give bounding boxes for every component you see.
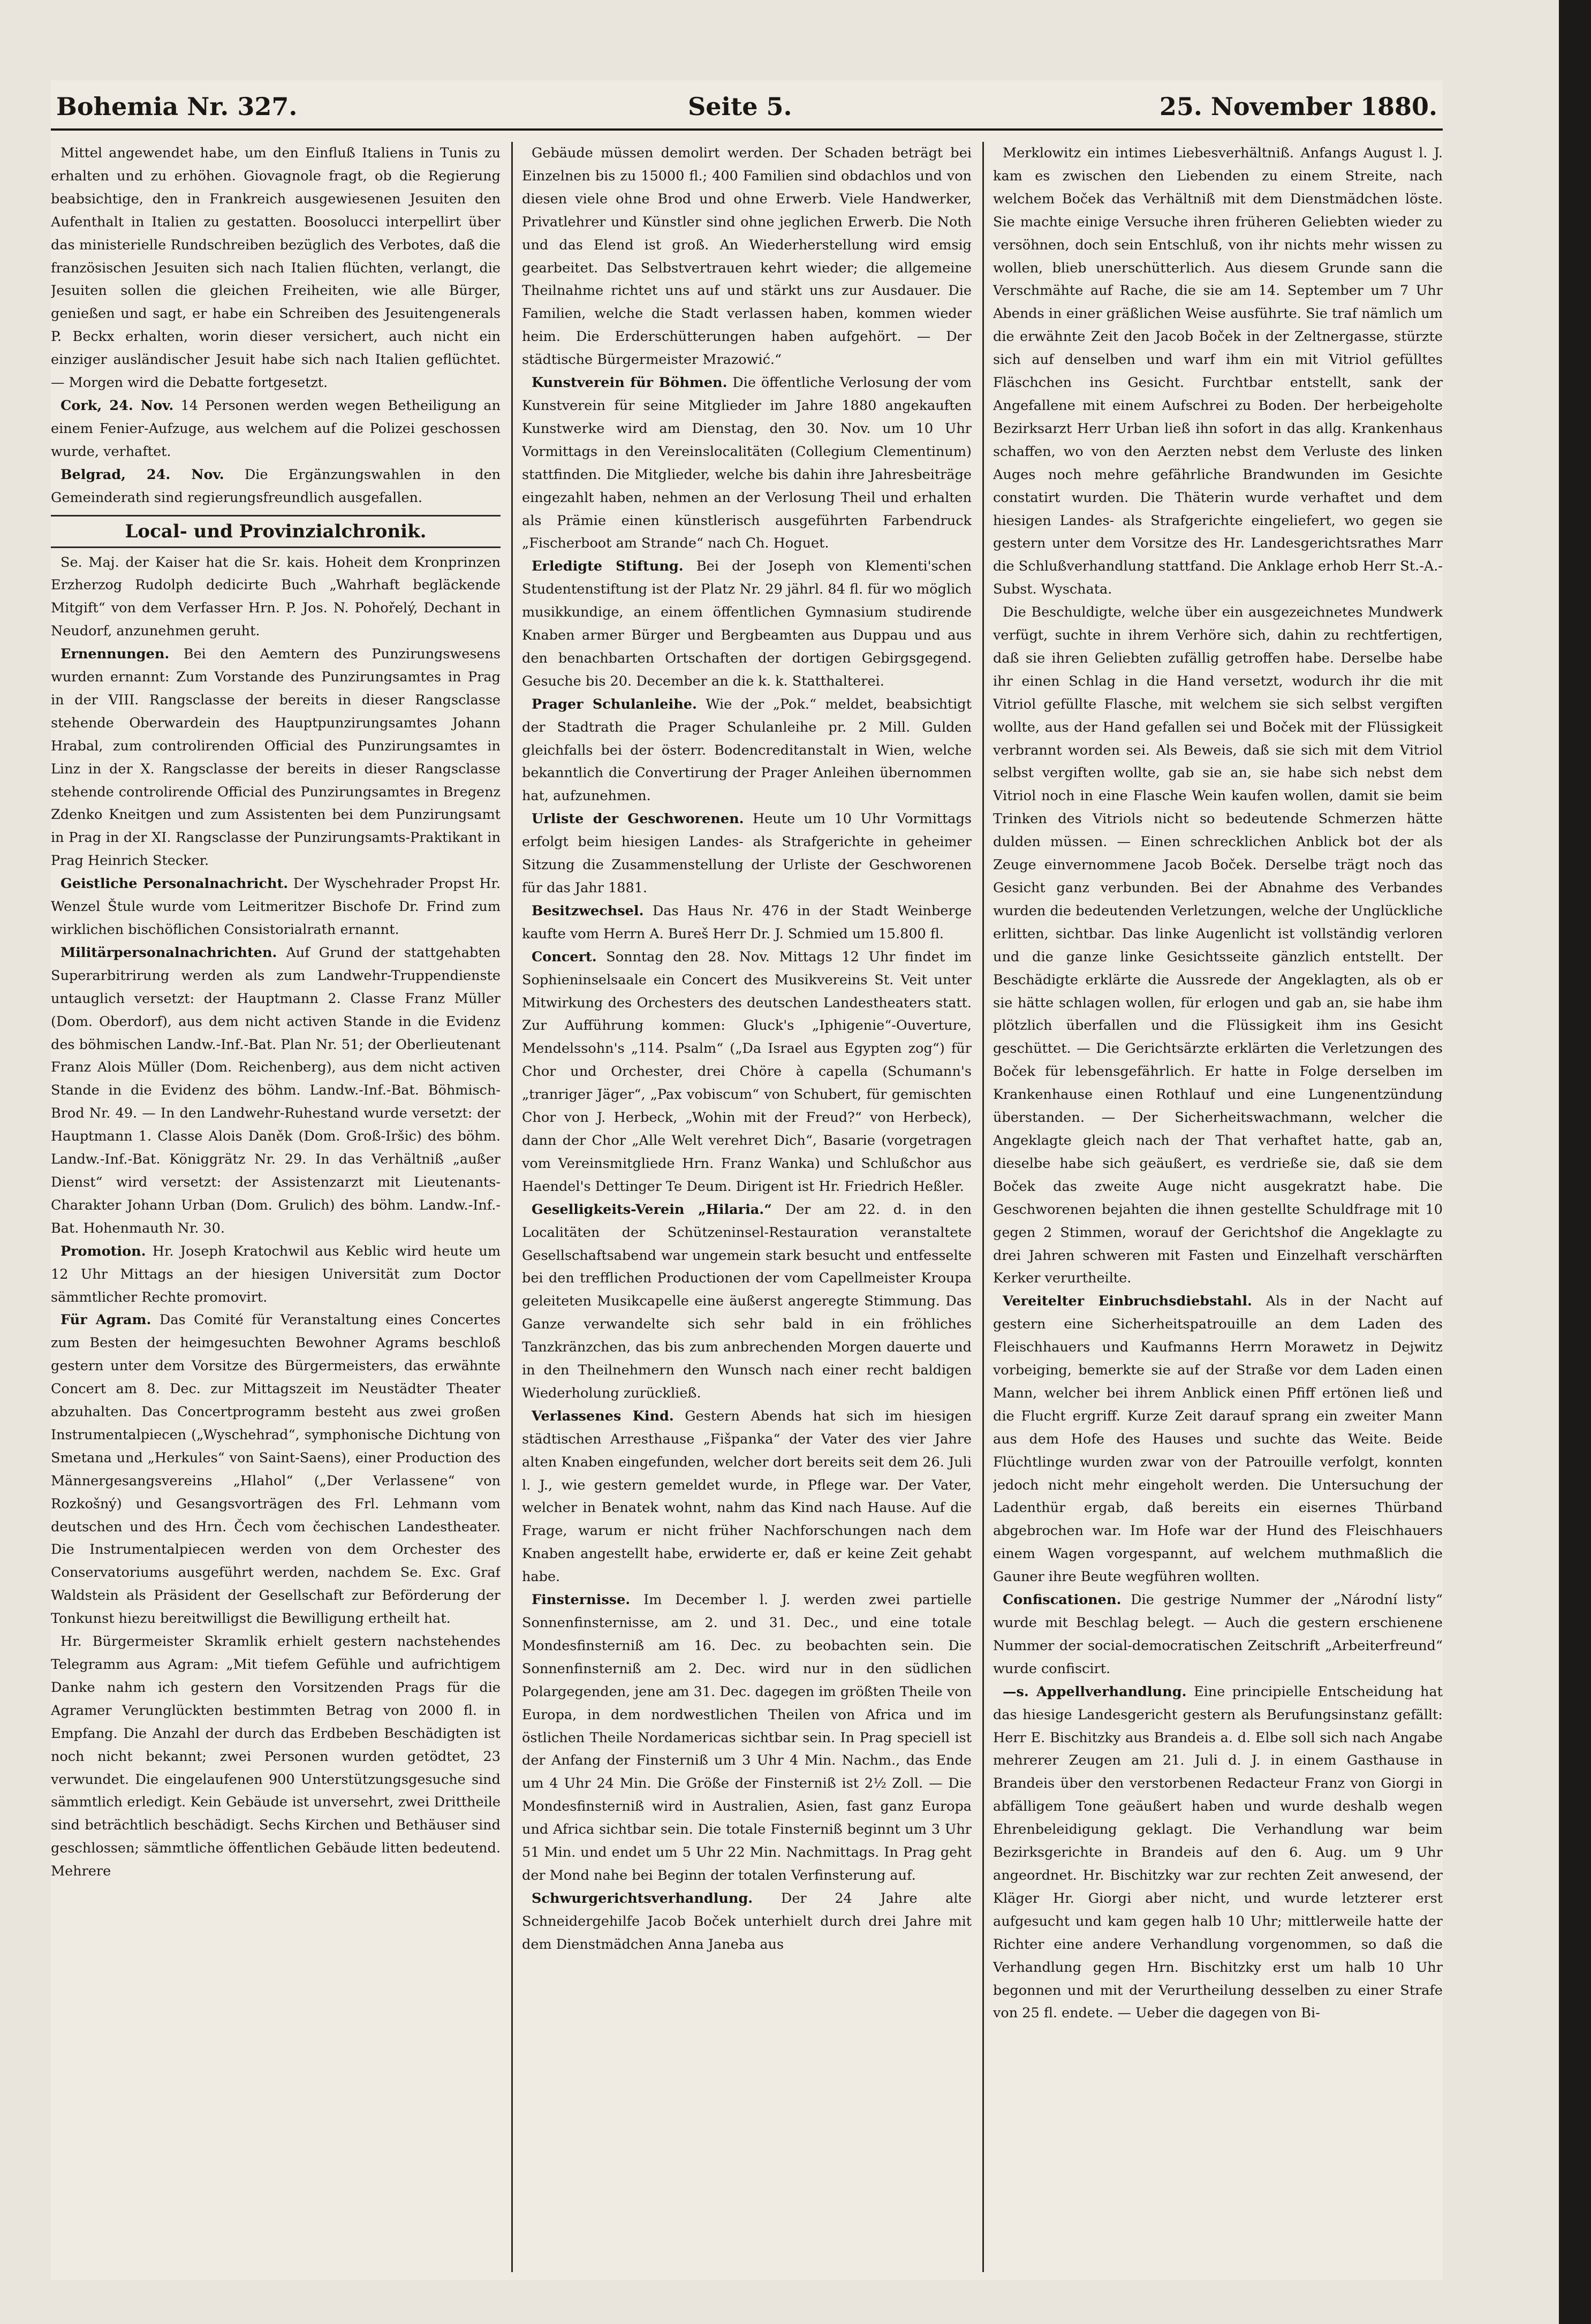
item-heading: Verlassenes Kind. (532, 1408, 674, 1424)
article-paragraph (51, 464, 501, 510)
paragraph-text: Wie der „Pok.“ meldet, beabsichtigt der Stadtrath die Prager Schulanleihe pr. 2 Mill. Gulden gleichfalls bei der österr. Bodencreditanstalt in Wien, welche bekanntlich die Convertirung der Prager Anleihen übernommen hat, aufzunehmen. (522, 696, 972, 804)
article-paragraph: Gebäude müssen demolirt werden. Der Schaden beträgt bei Einzelnen bis zu 15000 fl.; 400 Familien sind obdachlos und von diesen viele ohne Brod und ohne Erwerb. Viele Handwerker, Privatlehrer und Künstler sind ohne jeglichen Erwerb. Die Noth und das Elend ist groß. An Wiederherstellung wird emsig gearbeitet. Das Selbstvertrauen kehrt wieder; die allgemeine Theilnahme richtet uns auf und stärkt uns zur Ausdauer. Die Familien, welche die Stadt verlassen haben, kommen wieder heim. Die Erderschütterungen haben aufgehört. — Der städtische Bürgermeister Mrazowić.“ (522, 145, 972, 368)
item-heading: Erledigte Stiftung. (532, 558, 684, 575)
article-paragraph (51, 1309, 501, 1630)
item-heading: Urliste der Geschworenen. (532, 811, 744, 827)
article-paragraph (993, 1290, 1443, 1589)
paragraph-text: Gestern Abends hat sich im hiesigen städtischen Arresthause „Fišpanka“ der Vater des vier Jahre alten Knaben eingefunden, welcher dort bereits seit dem 26. Juli l. J., wie gestern gemeldet wurde, in Pflege war. Der Vater, welcher in Benatek wohnt, nahm das Kind nach Hause. Auf die Frage, warum er nicht früher Nachforschungen nach dem Knaben angestellt habe, erwiderte er, daß er keine Zeit gehabt habe. (522, 1408, 972, 1585)
article-paragraph (522, 1198, 972, 1405)
paragraph-text: 14 Personen werden wegen Betheiligung an einem Fenier-Aufzuge, aus welchem auf die Polizei geschossen wurde, verhaftet. (51, 397, 501, 460)
item-heading: Promotion. (60, 1243, 146, 1259)
paragraph-text: Sonntag den 28. Nov. Mittags 12 Uhr findet im Sophieninselsaale ein Concert des Musikvereins St. Veit unter Mitwirkung des Orchesters des deutschen Landestheaters statt. Zur Aufführung kommen: Gluck's „Iphigenie“-Ouverture, Mendelssohn's „114. Psalm“ („Da Israel aus Egypten zog“) für Chor und Orchester, drei Chöre à capella (Schumann's „tranriger Jäger“, „Pax vobiscum“ von Schubert, für gemischten Chor von J. Herbeck, „Wohin mit der Freud?“ von Herbeck), dann der Chor „Alle Welt verehret Dich“, Basarie (vorgetragen vom Vereinsmitgliede Hrn. Franz Wanka) und Schlußchor aus Haendel's Dettinger Te Deum. Dirigent ist Hr. Friedrich Heßler. (522, 948, 972, 1195)
newspaper-page (51, 80, 1443, 2280)
item-heading: Für Agram. (60, 1312, 151, 1328)
paragraph-text: Das Haus Nr. 476 in der Stadt Weinberge kaufte vom Herrn A. Bureš Herr Dr. J. Schmied um 15.800 fl. (522, 902, 972, 942)
paragraph-text: Eine principielle Entscheidung hat das hiesige Landesgericht gestern als Berufungsinstanz gefällt: Herr E. Bischitzky aus Brandeis a. d. Elbe soll sich nach Angabe mehrerer Zeugen am 21. Juli d. J. in einem Gasthause in Brandeis über den verstorbenen Redacteur Franz von Giorgi in abfälligem Tone geäußert haben und wurde deshalb wegen Ehrenbeleidigung geklagt. Die Verhandlung war beim Bezirksgerichte in Brandeis auf den 6. Aug. um 9 Uhr angeordnet. Hr. Bischitzky war zur rechten Zeit anwesend, der Kläger Hr. Giorgi aber nicht, und wurde letzterer erst aufgesucht und kam gegen halb 10 Uhr; mittlerweile hatte der Richter eine andere Verhandlung vorgenommen, so daß die Verhandlung gegen Hrn. Bischitzky erst um halb 10 Uhr begonnen und mit der Verurtheilung desselben zu einer Strafe von 25 fl. endete. — Ueber die dagegen von Bi- (993, 1683, 1443, 2022)
item-heading: Kunstverein für Böhmen. (532, 375, 728, 391)
article-paragraph (522, 693, 972, 808)
column-3 (993, 142, 1443, 2272)
paragraph-text: Die öffentliche Verlosung der vom Kunstverein für seine Mitglieder im Jahre 1880 angekauften Kunstwerke wird am Dienstag, den 30. Nov. um 10 Uhr Vormittags in den Vereinslocalitäten (Collegium Clementinum) stattfinden. Die Mitglieder, welche bis dahin ihre Jahresbeiträge eingezahlt haben, nehmen an der Verlosung Theil und erhalten als Prämie einen künstlerisch ausgeführten Farbendruck „Fischerboot am Strande“ nach Ch. Hoguet. (522, 375, 972, 552)
item-heading: Geistliche Personalnachricht. (60, 876, 289, 892)
paragraph-text: Auf Grund der stattgehabten Superarbitrirung werden als zum Landwehr-Truppendienste untauglich versetzt: der Hauptmann 2. Classe Franz Müller (Dom. Oberdorf), aus dem nicht activen Stande in die Evidenz des böhmischen Landw.-Inf.-Bat. Plan Nr. 51; der Oberlieutenant Franz Alois Müller (Dom. Reichenberg), aus dem nicht activen Stande in die Evidenz des böhm. Landw.-Inf.-Bat. Böhmisch-Brod Nr. 49. — In den Landwehr-Ruhestand wurde versetzt: der Hauptmann 1. Classe Alois Daněk (Dom. Groß-Iršic) des böhm. Landw.-Inf.-Bat. Königgrätz Nr. 29. In das Verhältniß „außer Dienst“ wird versetzt: der Assistenzarzt mit Lieutenants-Charakter Johann Urban (Dom. Grulich) des böhm. Landw.-Inf.-Bat. Hohenmauth Nr. 30. (51, 944, 501, 1236)
article-paragraph (522, 946, 972, 1198)
section-heading: Local- und Provinzialchronik. (51, 515, 501, 548)
article-paragraph (51, 872, 501, 941)
item-heading: Besitzwechsel. (532, 902, 644, 919)
article-paragraph (522, 1589, 972, 1887)
item-heading: Confiscationen. (1003, 1592, 1122, 1608)
item-heading: Finsternisse. (532, 1592, 631, 1608)
article-paragraph: Hr. Bürgermeister Skramlik erhielt gestern nachstehendes Telegramm aus Agram: „Mit tiefem Gefühle und aufrichtigem Danke nahm ich gestern den Vorsitzenden Prags für die Agramer Verunglückten bestimmten Betrag von 2000 fl. in Empfang. Die Anzahl der durch das Erdbeben Beschädigten ist noch nicht bekannt; zwei Personen wurden getödtet, 23 verwundet. Die eingelaufenen 900 Unterstützungsgesuche sind sämmtlich erledigt. Kein Gebäude ist unversehrt, zwei Drittheile sind beträchtlich beschädigt. Sechs Kirchen und Bethäuser sind geschlossen; sämmtliche öffentlichen Gebäude litten bedeutend. Mehrere (51, 1634, 501, 1880)
article-paragraph (522, 808, 972, 900)
paragraph-text: Die Ergänzungswahlen in den Gemeinderath sind regierungsfreundlich ausgefallen. (51, 466, 501, 506)
paragraph-text: Im December l. J. werden zwei partielle Sonnenfinsternisse, am 2. und 31. Dec., und eine totale Mondesfinsterniß am 16. Dec. zu beobachten sein. Die Sonnenfinsterniß am 2. Dec. wird nur in den südlichen Polargegenden, jene am 31. Dec. dagegen im größten Theile von Europa, in dem nordwestlichen Theilen von Africa und im östlichen Theile Nordamericas sichtbar sein. In Prag speciell ist der Anfang der Finsterniß um 3 Uhr 4 Min. Nachm., das Ende um 4 Uhr 24 Min. Die Größe der Finsterniß ist 2½ Zoll. — Die Mondesfinsterniß wird in Australien, Asien, fast ganz Europa und Africa sichtbar sein. Die totale Finsterniß beginnt um 3 Uhr 51 Min. und endet um 5 Uhr 22 Min. Nachmittags. In Prag geht der Mond nahe bei Beginn der totalen Verfinsterung auf. (522, 1592, 972, 1883)
article-paragraph (993, 1681, 1443, 2025)
column-rule-1 (511, 142, 513, 2272)
article-paragraph (51, 941, 501, 1240)
paragraph-text: Das Comité für Veranstaltung eines Concertes zum Besten der heimgesuchten Bewohner Agrams beschloß gestern unter dem Vorsitze des Bürgermeisters, das erwähnte Concert am 8. Dec. zur Mittagszeit im Neustädter Theater abzuhalten. Das Concertprogramm besteht aus zwei großen Instrumentalpiecen („Wyschehrad“, symphonische Dichtung von Smetana und „Herkules“ von Saint-Saens), einer Production des Männergesangsvereins „Hlahol“ („Der Verlassene“ von Rozkošný) und Gesangsvorträgen des Frl. Lehmann vom deutschen und des Hrn. Čech vom čechischen Landestheater. Die Instrumentalpiecen werden von dem Orchester des Conservatoriums ausgeführt werden, nachdem Se. Exc. Graf Waldstein als Präsident der Gesellschaft zur Beförderung der Tonkunst hiezu bereitwilligst die Bewilligung ertheilt hat. (51, 1312, 501, 1627)
paragraph-text: Der am 22. d. in den Localitäten der Schützeninsel-Restauration veranstaltete Gesellschaftsabend war ungemein stark besucht und entfesselte bei den trefflichen Productionen der vom Capellmeister Kroupa geleiteten Musikcapelle eine äußerst angeregte Stimmung. Das Ganze verwandelte sich sehr bald in ein fröhliches Tanzkränzchen, das bis zum anbrechenden Morgen dauerte und in den Theilnehmern den Wunsch nach einer recht baldigen Wiederholung zurückließ. (522, 1201, 972, 1401)
page-number: Seite 5. (688, 92, 792, 121)
page-header (51, 80, 1443, 131)
column-1 (51, 142, 501, 2272)
item-heading: Schwurgerichtsverhandlung. (532, 1890, 753, 1907)
dateline: Cork, 24. Nov. (60, 397, 174, 414)
article-paragraph (51, 643, 501, 872)
article-paragraph: Merklowitz ein intimes Liebesverhältniß. Anfangs August l. J. kam es zwischen den Liebenden zu einem Streite, nach welchem Boček das Verhältniß mit dem Dienstmädchen löste. Sie machte einige Versuche ihren früheren Geliebten wieder zu versöhnen, doch sein Entschluß, von ihr nichts mehr wissen zu wollen, blieb unerschütterlich. Aus diesem Grunde sann die Verschmähte auf Rache, die sie am 14. September um 7 Uhr Abends in einer gräßlichen Weise ausführte. Sie traf nämlich um die erwähnte Zeit den Jacob Boček in der Zeltnergasse, stürzte sich auf denselben und warf ihm ein mit Vitriol gefülltes Fläschchen ins Gesicht. Furchtbar entstellt, sank der Angefallene mit einem Aufschrei zu Boden. Der herbeigeholte Bezirksarzt Herr Urban ließ ihn sofort in das allg. Krankenhaus schaffen, wo von den Aerzten nebst dem Verluste des linken Auges noch mehre gefährliche Brandwunden im Gesichte constatirt wurden. Die Thäterin wurde verhaftet und dem hiesigen Landes- als Strafgerichte eingeliefert, wo gegen sie gestern unter dem Vorsitze des Hr. Landesgerichtsrathes Marr die Schlußverhandlung stattfand. Die Anklage erhob Herr St.-A.-Subst. Wyschata. (993, 145, 1443, 598)
item-heading: Vereitelter Einbruchsdiebstahl. (1003, 1293, 1252, 1310)
item-heading: Geselligkeits-Verein „Hilaria.“ (532, 1201, 772, 1218)
item-heading: Prager Schulanleihe. (532, 696, 697, 712)
article-paragraph: Se. Maj. der Kaiser hat die Sr. kais. Hoheit dem Kronprinzen Erzherzog Rudolph dedicirte Buch „Wahrhaft begläckende Mitgift“ von dem Verfasser Hrn. P. Jos. N. Pohořelý, Dechant in Neudorf, anzunehmen geruht. (51, 554, 501, 640)
article-paragraph (51, 1240, 501, 1309)
article-paragraph (522, 1405, 972, 1589)
article-paragraph (993, 1589, 1443, 1681)
scan-border (1559, 0, 1591, 2324)
article-paragraph (51, 394, 501, 464)
article-paragraph (522, 1887, 972, 1956)
paragraph-text: Der 24 Jahre alte Schneidergehilfe Jacob Boček unterhielt durch drei Jahre mit dem Dienstmädchen Anna Janeba aus (522, 1890, 972, 1953)
paragraph-text: Als in der Nacht auf gestern eine Sicherheitspatrouille an dem Laden des Fleischhauers und Kaufmanns Herrn Morawetz in Dejwitz vorbeiging, bemerkte sie auf der Straße vor dem Laden einen Mann, welcher bei ihrem Anblick einen Pfiff ertönen ließ und die Flucht ergriff. Kurze Zeit darauf sprang ein zweiter Mann aus dem Hofe des Hauses und suchte das Weite. Beide Flüchtlinge wurden zwar von der Patrouille verfolgt, konnten jedoch nicht mehr eingeholt werden. Die Untersuchung der Ladenthür ergab, daß bereits ein eisernes Thürband abgebrochen war. Im Hofe war der Hund des Fleischhauers einem Wagen vorgespannt, auf welchem muthmaßlich die Gauner ihre Beute wegführen wollten. (993, 1293, 1443, 1585)
paragraph-text: Hr. Joseph Kratochwil aus Keblic wird heute um 12 Uhr Mittags an der hiesigen Universität zum Doctor sämmtlicher Rechte promovirt. (51, 1243, 501, 1305)
dateline: Belgrad, 24. Nov. (60, 466, 224, 483)
paragraph-text: Heute um 10 Uhr Vormittags erfolgt beim hiesigen Landes- als Strafgerichte in geheimer Sitzung die Zusammenstellung der Urliste der Geschworenen für das Jahr 1881. (522, 811, 972, 896)
article-paragraph (522, 371, 972, 555)
item-heading: —s. Appellverhandlung. (1003, 1683, 1187, 1700)
issue-date: 25. November 1880. (1159, 92, 1437, 121)
item-heading: Militärpersonalnachrichten. (60, 944, 277, 961)
masthead-issue: Bohemia Nr. 327. (56, 92, 298, 121)
paragraph-text: Bei den Aemtern des Punzirungswesens wurden ernannt: Zum Vorstande des Punzirungsamtes in Prag in der VIII. Rangsclasse der bereits in dieser Rangsclasse stehende Oberwardein des Hauptpunzirungsamtes Johann Hrabal, zum controlirenden Official des Punzirungsamtes in Linz in der X. Rangsclasse der bereits in dieser Rangsclasse stehende controlirende Official des Punzirungsamtes in Bregenz Zdenko Kneitgen und zum Assistenten bei dem Punzirungsamt in Prag in der XI. Rangsclasse der Punzirungsamts-Praktikant in Prag Heinrich Stecker. (51, 646, 501, 869)
column-2 (522, 142, 972, 2272)
article-paragraph: Mittel angewendet habe, um den Einfluß Italiens in Tunis zu erhalten und zu erhöhen. Giovagnole fragt, ob die Regierung beabsichtige, den in Frankreich ausgewiesenen Jesuiten den Aufenthalt in Italien zu gestatten. Boosolucci interpellirt über das ministerielle Rundschreiben bezüglich des Verbotes, daß die französischen Jesuiten sich nach Italien flüchten, verlangt, die Jesuiten sollen die gleichen Freiheiten, wie alle Bürger, genießen und sagt, er habe ein Schreiben des Jesuitengenerals P. Beckx erhalten, worin dieser versichert, auch nicht ein einziger ausländischer Jesuit habe sich nach Italien geflüchtet. — Morgen wird die Debatte fortgesetzt. (51, 145, 501, 391)
article-paragraph: Die Beschuldigte, welche über ein ausgezeichnetes Mundwerk verfügt, suchte in ihrem Verhöre sich, dahin zu rechtfertigen, daß sie ihren Geliebten zufällig getroffen habe. Derselbe habe ihr einen Schlag in die Hand versetzt, wodurch ihr die mit Vitriol gefüllte Flasche, mit welchem sie sich selbst vergiften wollte, aus der Hand gefallen sei und Boček mit der Flüssigkeit verbrannt worden sei. Als Beweis, daß sie sich mit dem Vitriol selbst vergiften wollte, gab sie an, sie habe sich nebst dem Vitriol noch in eine Flasche Wein kaufen wollen, damit sie beim Trinken des Vitriols nicht so bedeutende Schmerzen hätte dulden müssen. — Einen schrecklichen Anblick bot der als Zeuge einvernommene Jacob Boček. Derselbe trägt noch das Gesicht ganz verbunden. Bei der Abnahme des Verbandes wurden die bedeutenden Verletzungen, welche der Unglückliche erlitten, sichtbar. Das linke Augenlicht ist vollständig verloren und die ganze linke Gesichtsseite gänzlich entstellt. Der Beschädigte erklärte die Aussrede der Angeklagten, als ob er sie hätte schlagen wollen, für erlogen und gab an, sie habe ihm plötzlich überfallen und die Flüssigkeit ihm ins Gesicht geschüttet. — Die Gerichtsärzte erklärten die Verletzungen des Boček für lebensgefährlich. Er hatte in Folge derselben im Krankenhause einen Rothlauf und eine Lungenentzündung überstanden. — Der Sicherheitswachmann, welcher die Angeklagte gleich nach der That verhaftet hatte, gab an, dieselbe habe sich geäußert, es verdrieße sie, daß sie dem Boček das zweite Auge nicht ausgekratzt habe. Die Geschworenen bejahten die ihnen gestellte Schuldfrage mit 10 gegen 2 Stimmen, worauf der Gerichtshof die Angeklagte zu drei Jahren schweren mit Fasten und Einzelhaft verschärften Kerker verurtheilte. (993, 604, 1443, 1287)
column-rule-2 (982, 142, 984, 2272)
item-heading: Concert. (532, 948, 597, 965)
paragraph-text: Bei der Joseph von Klementi'schen Studentenstiftung ist der Platz Nr. 29 jährl. 84 fl. für wo möglich musikkundige, an einem öffentlichen Gymnasium studirende Knaben armer Bürger und Bergbeamten aus Duppau und aus den benachbarten Ortschaften der dortigen Gebirgsgegend. Gesuche bis 20. December an die k. k. Statthalterei. (522, 558, 972, 689)
item-heading: Ernennungen. (60, 646, 170, 663)
article-paragraph (522, 555, 972, 693)
article-paragraph (522, 900, 972, 946)
paragraph-text: Der Wyschehrader Propst Hr. Wenzel Štule wurde vom Leitmeritzer Bischofe Dr. Frind zum wirklichen bischöflichen Consistorialrath ernannt. (51, 876, 501, 938)
paragraph-text: Die gestrige Nummer der „Národní listy“ wurde mit Beschlag belegt. — Auch die gestern erschienene Nummer der social-democratischen Zeitschrift „Arbeiterfreund“ wurde confiscirt. (993, 1592, 1443, 1677)
